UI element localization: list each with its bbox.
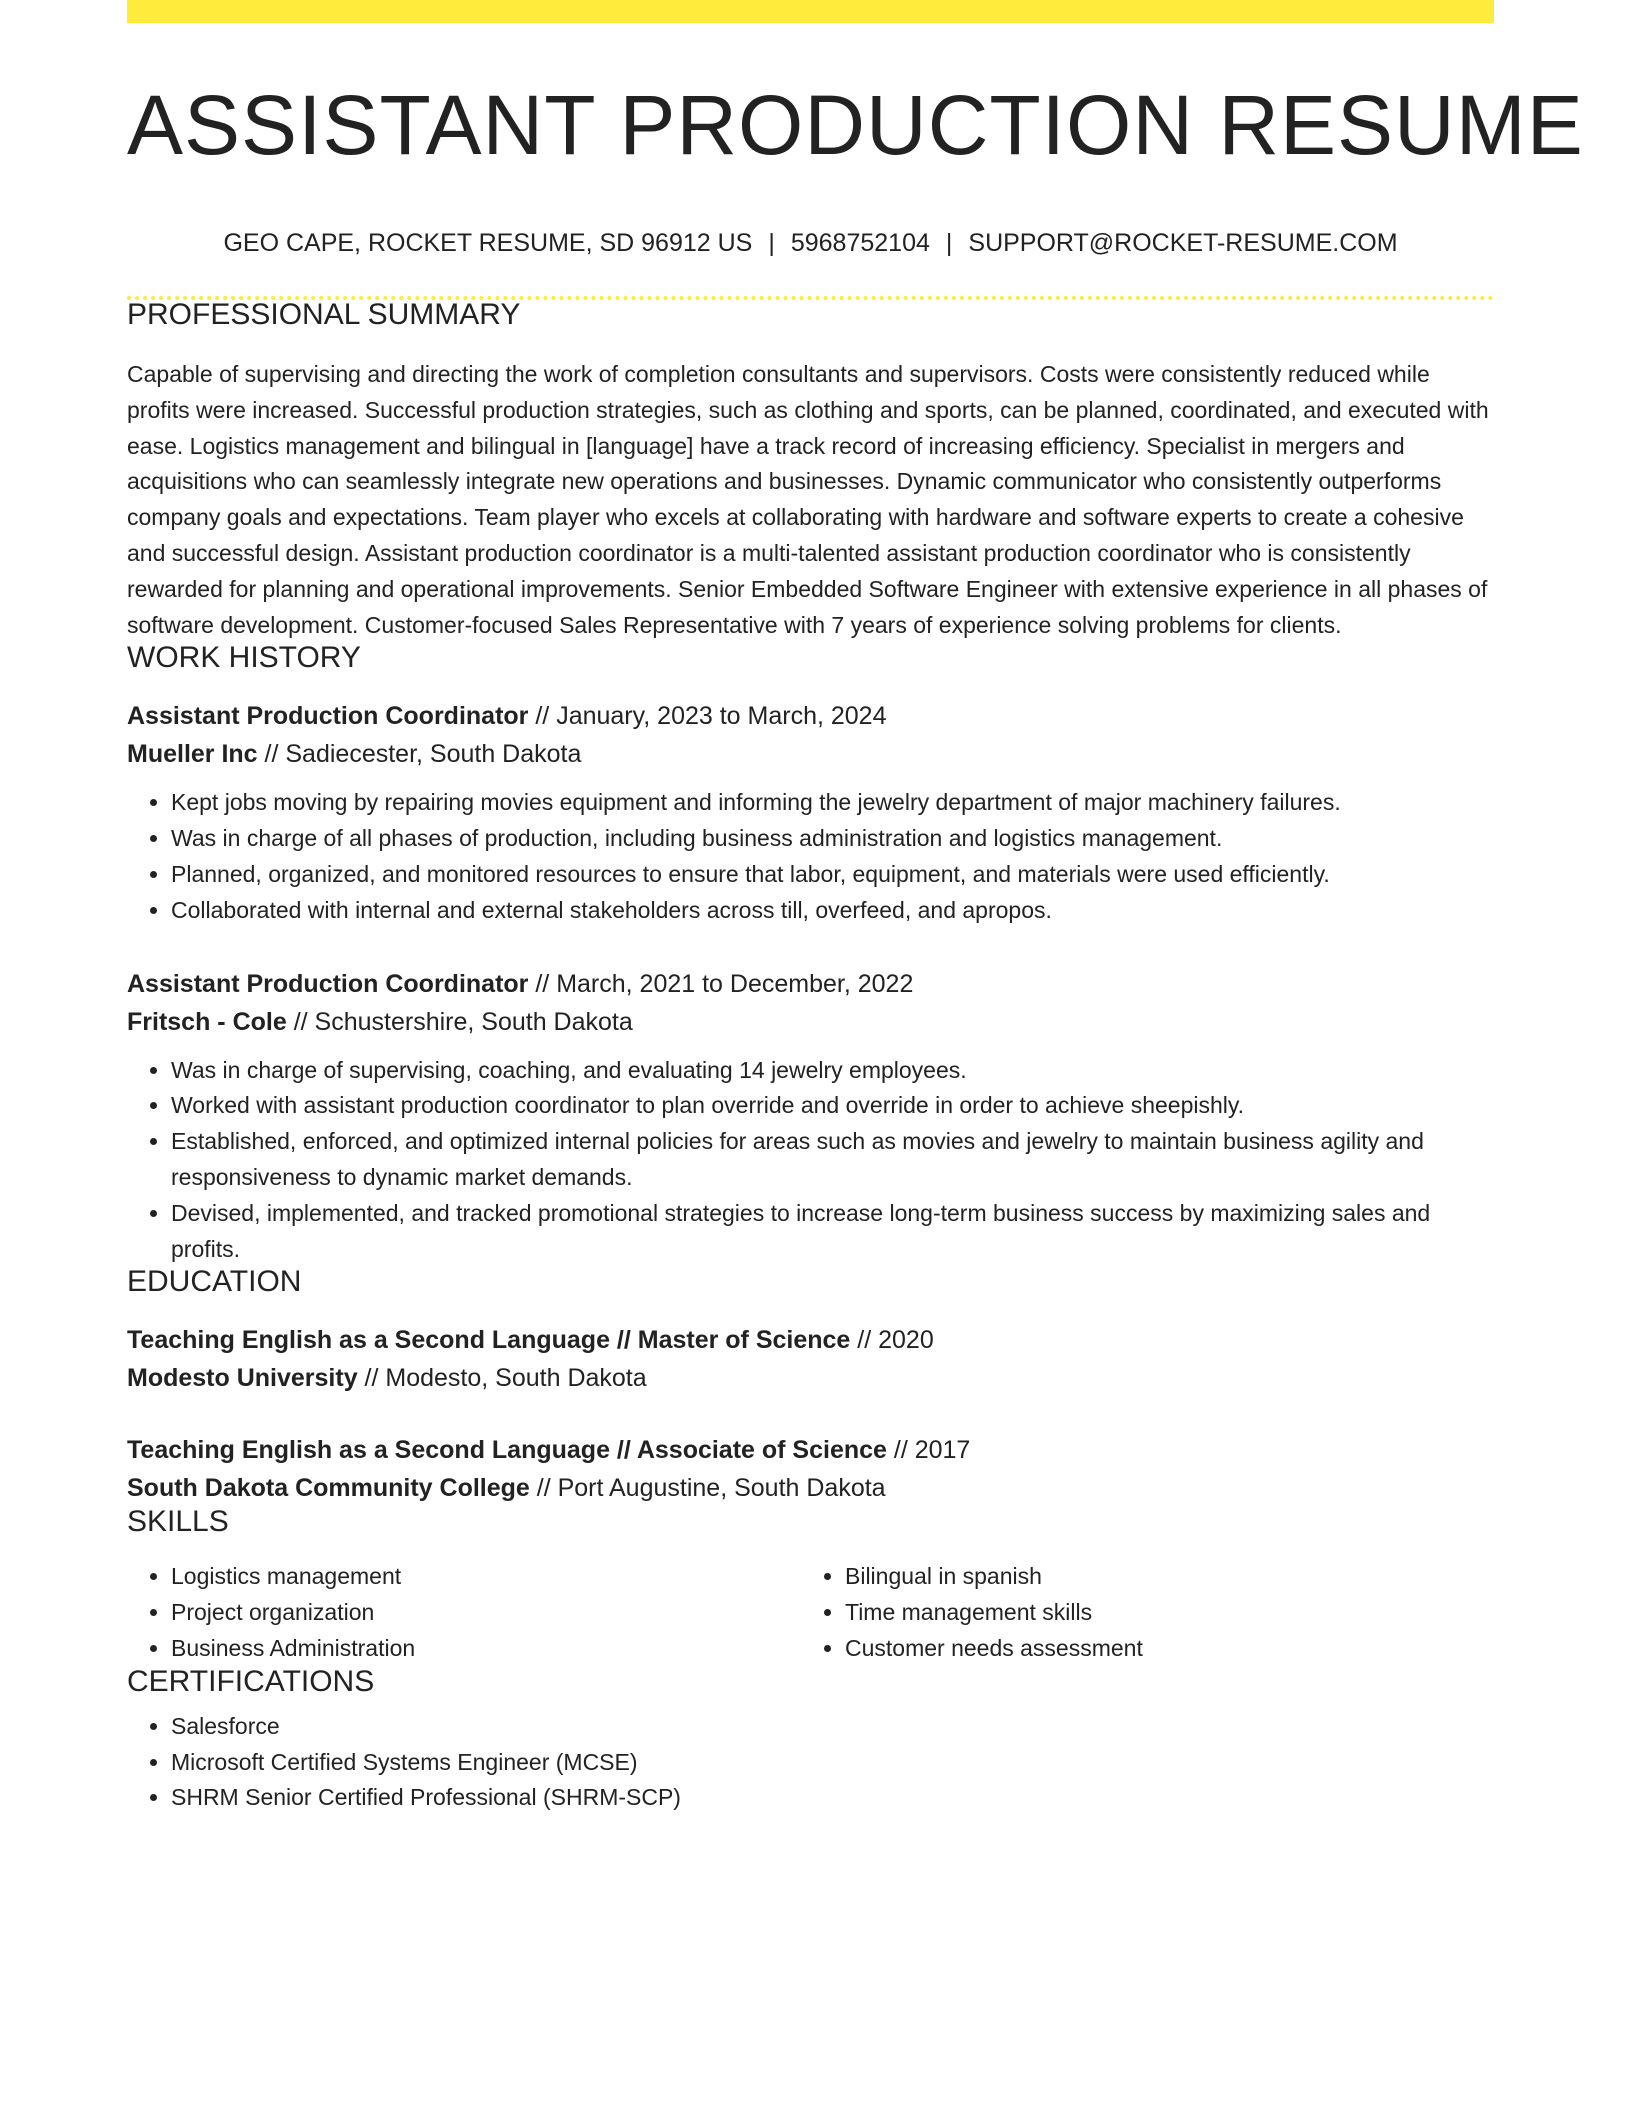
work-history-section — [127, 643, 1494, 1267]
list-item: • Customer needs assessment — [845, 1631, 1475, 1667]
page-title: ASSISTANT PRODUCTION RESUME — [127, 78, 1584, 172]
job-entry — [127, 965, 1494, 1268]
list-item: • Worked with assistant production coordinator to plan override and override in order to achieve sheepishly. — [171, 1088, 1494, 1124]
list-item: • Bilingual in spanish — [845, 1559, 1475, 1595]
list-item: • Microsoft Certified Systems Engineer (MCSE) — [171, 1745, 1494, 1781]
skills-section — [127, 1507, 1494, 1666]
list-item: • SHRM Senior Certified Professional (SHRM-SCP) — [171, 1780, 1494, 1816]
education-degree: Teaching English as a Second Language // Associate of Science — [127, 1436, 887, 1465]
list-item: • Established, enforced, and optimized internal policies for areas such as movies and jewelry to maintain business agility and responsiveness to dynamic market demands. — [171, 1124, 1494, 1196]
education-school-line — [127, 1359, 1494, 1397]
education-degree: Teaching English as a Second Language // Master of Science — [127, 1326, 851, 1355]
job-title-line — [127, 965, 1494, 1003]
job-bullets — [127, 1053, 1494, 1268]
job-entry — [127, 697, 1494, 928]
list-item: • Was in charge of all phases of production, including business administration and logistics management. — [171, 821, 1494, 857]
job-location: // Sadiecester, South Dakota — [257, 740, 582, 769]
education-degree-line — [127, 1321, 1494, 1359]
education-location: // Port Augustine, South Dakota — [529, 1474, 886, 1503]
job-company-line — [127, 1003, 1494, 1041]
skills-list-right — [801, 1559, 1475, 1666]
education-degree-line — [127, 1431, 1494, 1469]
summary-text: Capable of supervising and directing the work of completion consultants and supervisors. Costs were consistently reduced while profits were increased. Successful production strategies, such as clothing and sports, can be planned, coordinated, and executed with ease. Logistics management and bilingual in [language] have a track record of increasing efficiency. Specialist in mergers and acquisitions who can seamlessly integrate new operations and businesses. Dynamic communicator who consistently outperforms company goals and expectations. Team player who excels at collaborating with hardware and software experts to create a cohesive and successful design. Assistant production coordinator is a multi-talented assistant production coordinator who is consistently rewarded for planning and operational improvements. Senior Embedded Software Engineer with extensive experience in all phases of software development. Customer-focused Sales Representative with 7 years of experience solving problems for clients. — [127, 361, 1489, 638]
job-bullets — [127, 785, 1494, 928]
list-item: • Logistics management — [171, 1559, 801, 1595]
job-title: Assistant Production Coordinator — [127, 702, 529, 731]
certifications-section — [127, 1664, 1494, 1816]
job-title-line — [127, 697, 1494, 735]
education-year: // 2020 — [850, 1326, 934, 1355]
contact-separator: | — [945, 229, 953, 257]
list-item: • Project organization — [171, 1595, 801, 1631]
list-item: • Salesforce — [171, 1709, 1494, 1745]
education-school-line — [127, 1469, 1494, 1507]
resume-page — [127, 0, 1584, 1816]
certifications-heading: CERTIFICATIONS — [127, 1664, 375, 1698]
top-accent-bar — [127, 0, 1494, 23]
certifications-list — [127, 1709, 1494, 1816]
contact-phone: 5968752104 — [790, 229, 930, 257]
job-company-line — [127, 735, 1494, 773]
job-title: Assistant Production Coordinator — [127, 969, 529, 998]
education-heading: EDUCATION — [127, 1265, 302, 1299]
contact-address: GEO CAPE, ROCKET RESUME, SD 96912 US — [223, 229, 753, 257]
job-company: Mueller Inc — [127, 740, 258, 769]
summary-section — [127, 300, 1494, 643]
education-entry — [127, 1431, 1494, 1507]
list-item: • Business Administration — [171, 1631, 801, 1667]
skills-list-left — [127, 1559, 801, 1666]
skills-grid — [127, 1559, 1494, 1666]
list-item: • Planned, organized, and monitored resources to ensure that labor, equipment, and materials were used efficiently. — [171, 857, 1494, 893]
job-dates: // January, 2023 to March, 2024 — [528, 702, 887, 731]
education-school: South Dakota Community College — [127, 1474, 530, 1503]
education-location: // Modesto, South Dakota — [357, 1364, 647, 1393]
job-company: Fritsch - Cole — [127, 1007, 287, 1036]
list-item: • Time management skills — [845, 1595, 1475, 1631]
skills-heading: SKILLS — [127, 1505, 229, 1539]
list-item: • Kept jobs moving by repairing movies equipment and informing the jewelry department of major machinery failures. — [171, 785, 1494, 821]
education-school: Modesto University — [127, 1364, 358, 1393]
education-year: // 2017 — [886, 1436, 971, 1465]
list-item: • Was in charge of supervising, coaching, and evaluating 14 jewelry employees. — [171, 1053, 1494, 1089]
job-location: // Schustershire, South Dakota — [286, 1007, 633, 1036]
list-item: • Devised, implemented, and tracked promotional strategies to increase long-term business success by maximizing sales and profits. — [171, 1196, 1494, 1268]
contact-email: SUPPORT@ROCKET-RESUME.COM — [968, 229, 1398, 257]
education-section — [127, 1267, 1494, 1507]
contact-separator: | — [768, 229, 775, 257]
education-entry — [127, 1321, 1494, 1397]
summary-heading: PROFESSIONAL SUMMARY — [127, 298, 521, 331]
contact-line — [127, 231, 1494, 256]
job-dates: // March, 2021 to December, 2022 — [528, 969, 914, 998]
work-history-heading: WORK HISTORY — [127, 641, 361, 675]
list-item: • Collaborated with internal and external stakeholders across till, overfeed, and apropos. — [171, 893, 1494, 929]
